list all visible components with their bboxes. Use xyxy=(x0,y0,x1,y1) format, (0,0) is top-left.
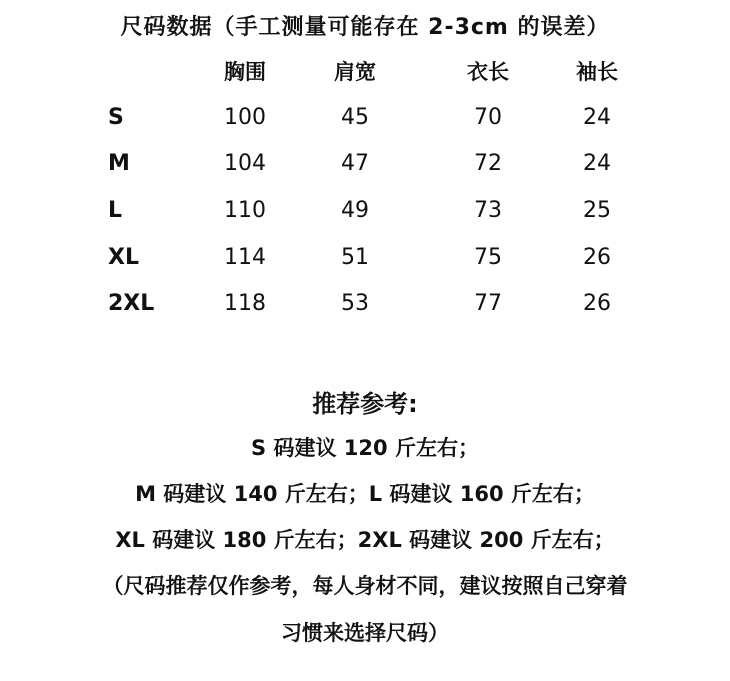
row-size-label: L xyxy=(108,198,123,223)
length-value: 75 xyxy=(474,245,502,270)
recommendation-line: XL 码建议 180 斤左右；2XL 码建议 200 斤左右； xyxy=(115,528,615,552)
length-value: 70 xyxy=(474,105,502,130)
chest-value: 110 xyxy=(224,198,266,223)
sleeve-value: 24 xyxy=(583,151,611,176)
page-title: 尺码数据（手工测量可能存在 2-3cm 的误差） xyxy=(120,15,610,40)
chest-value: 118 xyxy=(224,291,266,316)
header-chest: 胸围 xyxy=(224,60,266,84)
size-table xyxy=(0,0,730,330)
shoulder-value: 51 xyxy=(341,245,369,270)
row-size-label: XL xyxy=(108,245,139,270)
recommendation-title: 推荐参考: xyxy=(312,390,418,418)
sleeve-value: 25 xyxy=(583,198,611,223)
row-size-label: M xyxy=(108,151,130,176)
shoulder-value: 49 xyxy=(341,198,369,223)
recommendation-note: 习惯来选择尺码） xyxy=(281,621,449,645)
row-size-label: 2XL xyxy=(108,291,155,316)
length-value: 73 xyxy=(474,198,502,223)
sleeve-value: 26 xyxy=(583,245,611,270)
shoulder-value: 47 xyxy=(341,151,369,176)
row-size-label: S xyxy=(108,105,124,130)
sleeve-value: 26 xyxy=(583,291,611,316)
recommendation-line: S 码建议 120 斤左右； xyxy=(251,436,479,460)
length-value: 72 xyxy=(474,151,502,176)
header-sleeve: 袖长 xyxy=(576,60,618,84)
shoulder-value: 53 xyxy=(341,291,369,316)
length-value: 77 xyxy=(474,291,502,316)
recommendation-line: M 码建议 140 斤左右；L 码建议 160 斤左右； xyxy=(135,482,595,506)
chest-value: 114 xyxy=(224,245,266,270)
chest-value: 104 xyxy=(224,151,266,176)
shoulder-value: 45 xyxy=(341,105,369,130)
sleeve-value: 24 xyxy=(583,105,611,130)
chest-value: 100 xyxy=(224,105,266,130)
header-shoulder: 肩宽 xyxy=(334,60,376,84)
header-length: 衣长 xyxy=(467,60,509,84)
recommendation-note: （尺码推荐仅作参考，每人身材不同，建议按照自己穿着 xyxy=(102,574,628,598)
